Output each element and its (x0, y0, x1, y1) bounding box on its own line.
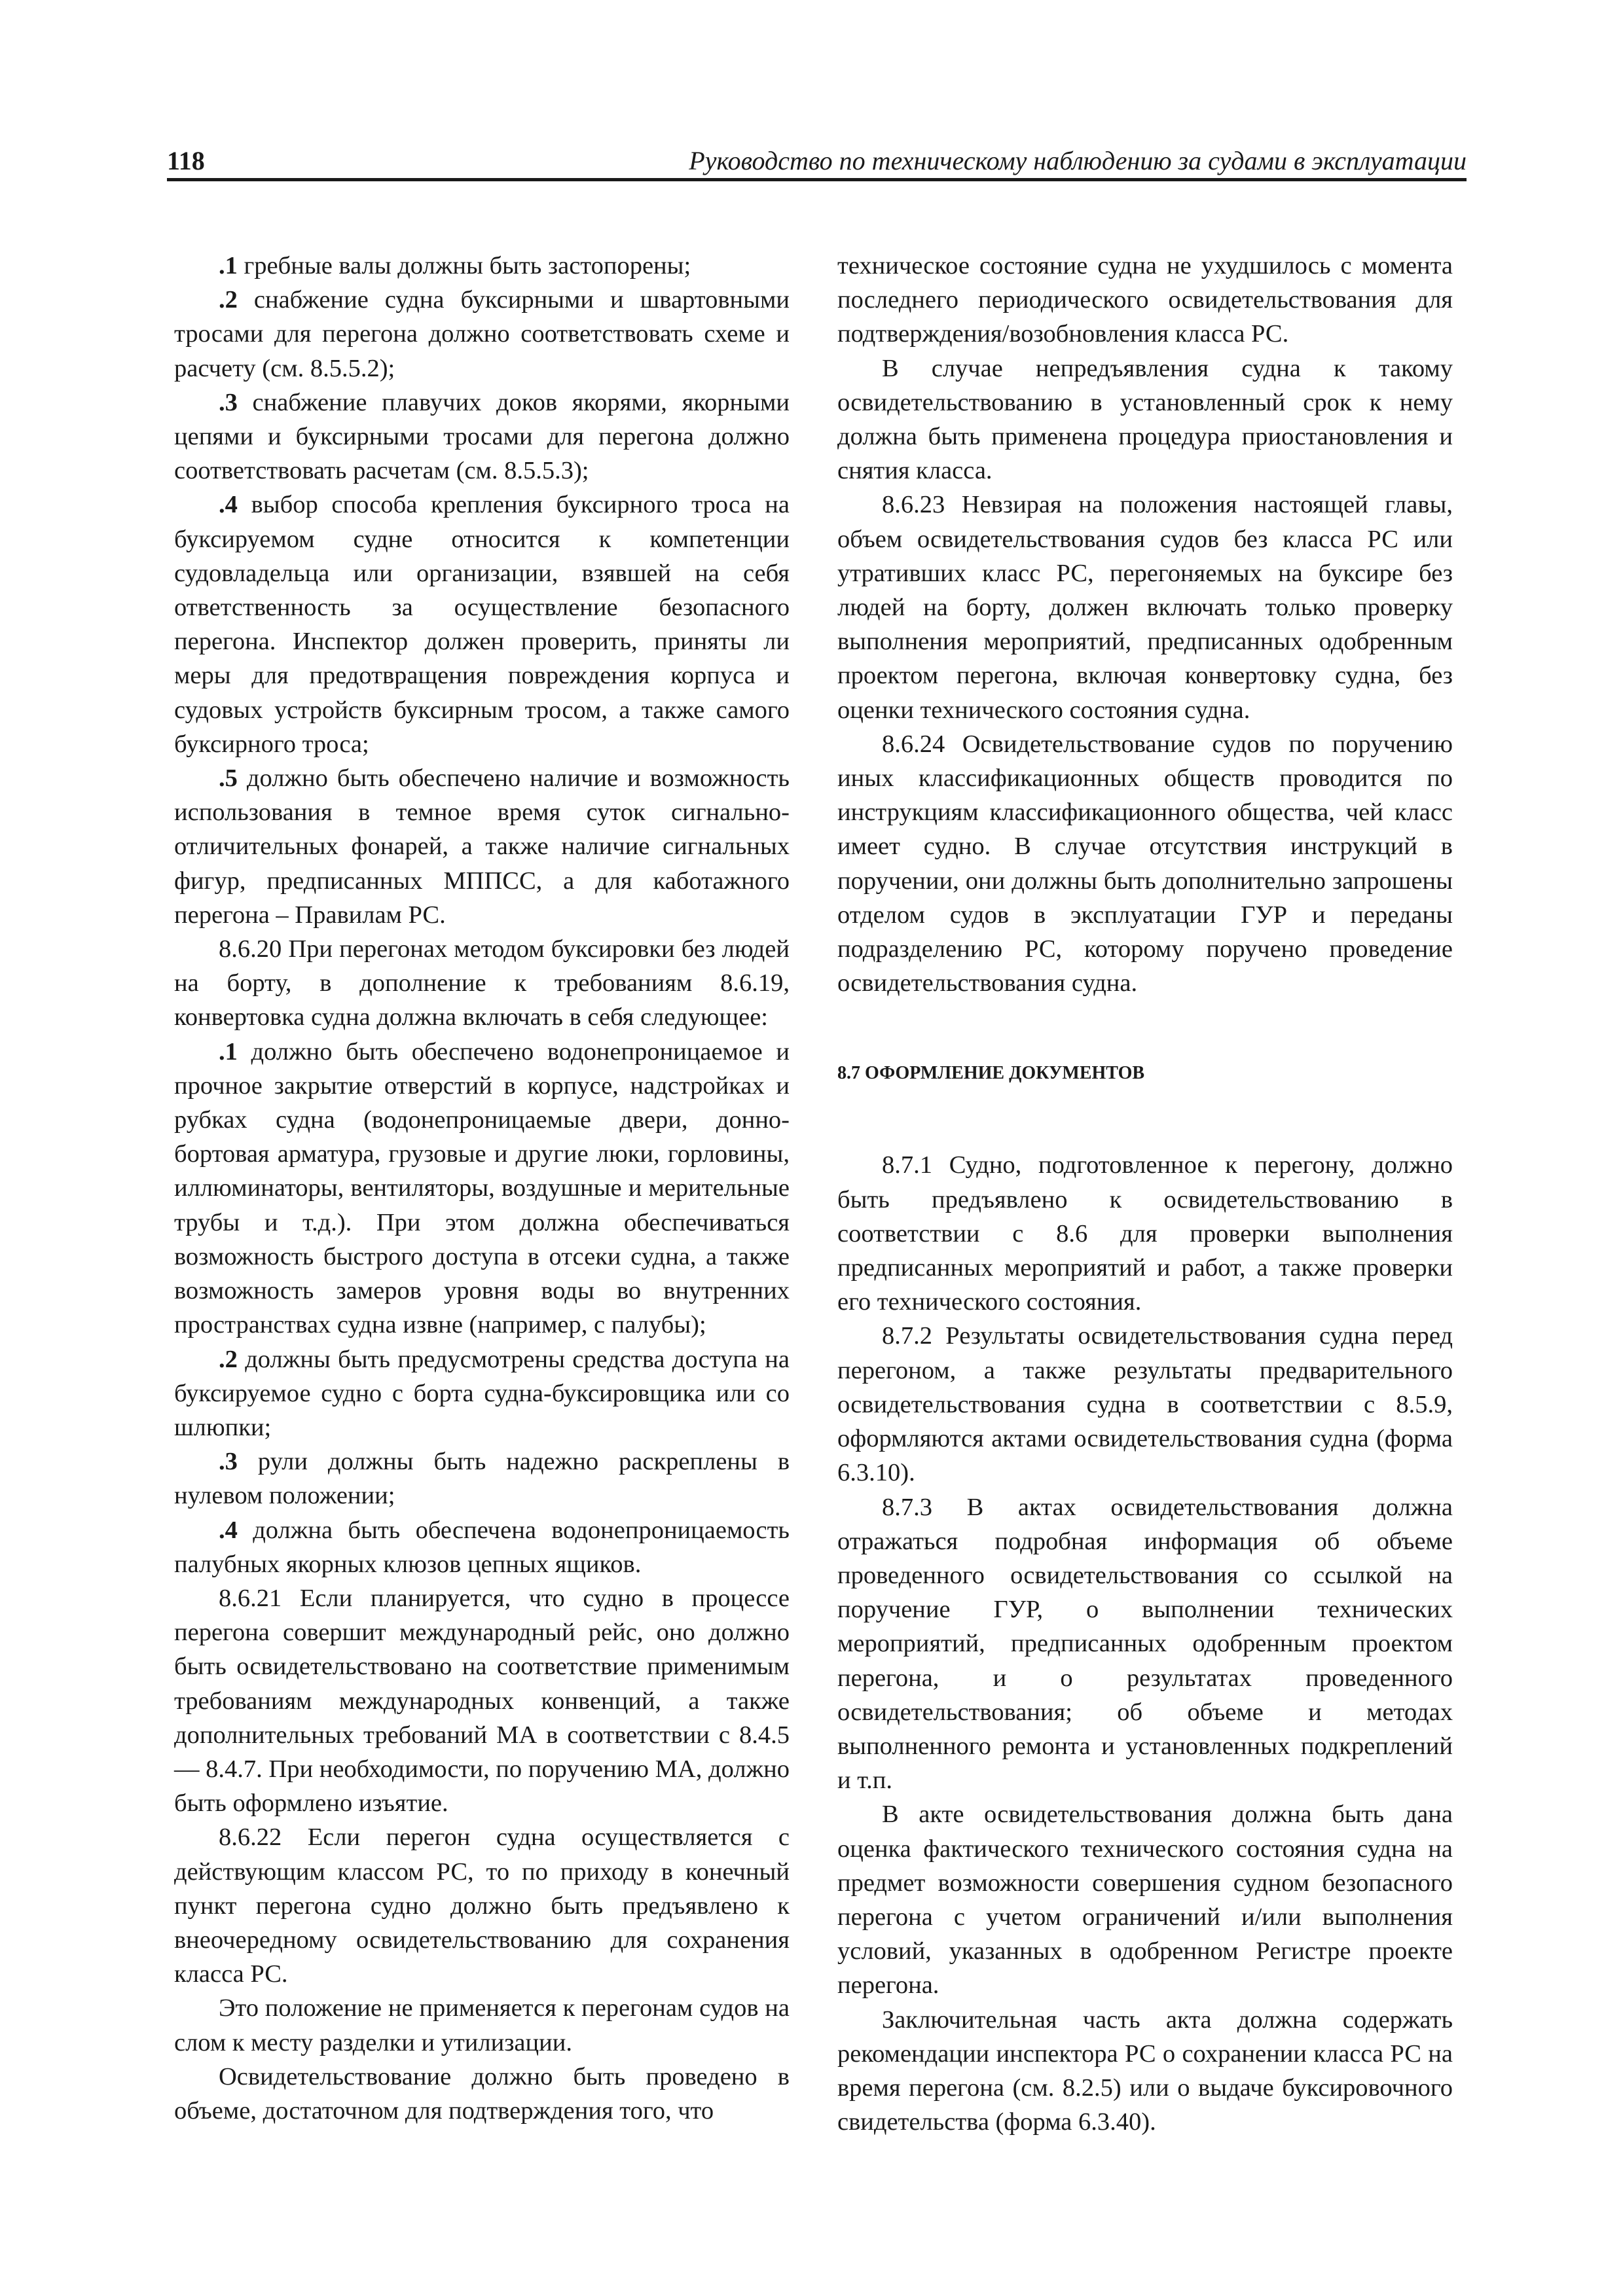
paragraph: Заключительная часть акта должна содержать рекомендации инспектора РС о сохранении класса РС на время перегона (см. 8.2.5) или о выдаче буксировочного свидетельства (форма 6.3.40). (837, 2005, 1453, 2136)
paragraph: .1 гребные валы должны быть застопорены; (219, 252, 691, 279)
paragraph: 8.6.20 При перегонах методом буксировки без людей на борту, в дополнение к требованиям 8.6.19, конвертовка судна должна включать в себя следующее: (174, 935, 790, 1031)
paragraph: 8.6.21 Если планируется, что судно в процессе перегона совершит международный рейс, оно должно быть освидетельствовано на соответствие применимым требованиям международных конвенций, а также дополнительных требований МА в соответствии с 8.4.5 — 8.4.7. При необходимости, по поручению МА, должно быть оформлено изъятие. (174, 1584, 790, 1818)
paragraph: 8.6.24 Освидетельствование судов по поручению иных классификационных обществ проводится по инструкциям классификационного общества, чей класс имеет судно. В случае отсутствия инструкций в поручении, они должны быть дополнительно запрошены отделом судов в эксплуатации ГУР и переданы подразделению РС, которому поручено проведение освидетельствования судна. (837, 730, 1453, 997)
right-column (837, 249, 1453, 2139)
paragraph: В акте освидетельствования должна быть дана оценка фактического технического состояния судна на предмет возможности совершения судном безопасного перегона с учетом ограничений и/или выполнения условий, указанных в одобренном Регистре проекте перегона. (837, 1801, 1453, 2000)
paragraph: 8.7.3 В актах освидетельствования должна отражаться подробная информация об объеме проведенного освидетельствования со ссылкой на поручение ГУР, о выполнении технических мероприятий, предписанных одобренным проектом перегона, и о результатах проведенного освидетельствования; об объеме и методах выполненного ремонта и установленных подкреплений и т.п. (837, 1493, 1453, 1795)
paragraph: техническое состояние судна не ухудшилось с момента последнего периодического освидетельствования для подтверждения/возобновления класса РС. (837, 252, 1453, 348)
paragraph: Освидетельствование должно быть проведено в объеме, достаточном для подтверждения того, что (174, 2062, 790, 2125)
paragraph: .1 должно быть обеспечено водонепроницаемое и прочное закрытие отверстий в корпусе, надстройках и рубках судна (водонепроницаемые двери, донно-бортовая арматура, грузовые и другие люки, горловины, иллюминаторы, вентиляторы, воздушные и мерительные трубы и т.д.). При этом должна обеспечиваться возможность быстрого доступа в отсеки судна, а также возможность замеров уровня воды во внутренних пространствах судна извне (например, с палубы); (174, 1037, 790, 1339)
paragraph: 8.7.1 Судно, подготовленное к перегону, должно быть предъявлено к освидетельствованию в соответствии с 8.6 для проверки выполнения предписанных мероприятий и работ, а также проверки его технического состояния. (837, 1151, 1453, 1316)
paragraph: .5 должно быть обеспечено наличие и возможность использования в темное время суток сигнально-отличительных фонарей, а также наличие сигнальных фигур, предписанных МППСС, а для каботажного перегона – Правилам РС. (174, 764, 790, 929)
page-number: 118 (167, 146, 205, 175)
paragraph: .4 должна быть обеспечена водонепроницаемость палубных якорных клюзов цепных ящиков. (174, 1516, 790, 1578)
section-heading: 8.7 ОФОРМЛЕНИЕ ДОКУМЕНТОВ (837, 1063, 1145, 1084)
paragraph: .3 снабжение плавучих доков якорями, якорными цепями и буксирными тросами для перегона должно соответствовать расчетам (см. 8.5.5.3); (174, 388, 790, 485)
paragraph: .2 должны быть предусмотрены средства доступа на буксируемое судно с борта судна-буксировщика или со шлюпки; (174, 1345, 790, 1441)
paragraph: .4 выбор способа крепления буксирного троса на буксируемом судне относится к компетенции судовладельца или организации, взявшей на себя ответственность за осуществление безопасного перегона. Инспектор должен проверить, приняты ли меры для предотвращения повреждения корпуса и судовых устройств буксирным тросом, а также самого буксирного троса; (174, 491, 790, 758)
left-column (174, 249, 790, 2128)
page-header (167, 145, 1467, 181)
paragraph: Это положение не применяется к перегонам судов на слом к месту разделки и утилизации. (174, 1994, 790, 2056)
paragraph: 8.6.23 Невзирая на положения настоящей главы, объем освидетельствования судов без класса РС или утративших класс РС, перегоняемых на буксире без людей на борту, должен включать только проверку выполнения мероприятий, предписанных одобренным проектом перегона, включая конвертовку судна, без оценки технического состояния судна. (837, 491, 1453, 724)
paragraph: .2 снабжение судна буксирными и швартовными тросами для перегона должно соответствовать схеме и расчету (см. 8.5.5.2); (174, 286, 790, 382)
paragraph: 8.6.22 Если перегон судна осуществляется с действующим классом РС, то по приходу в конечный пункт перегона судно должно быть предъявлено к внеочередному освидетельствованию для сохранения класса РС. (174, 1823, 790, 1988)
paragraph: 8.7.2 Результаты освидетельствования судна перед перегоном, а также результаты предварительного освидетельствования судна в соответствии с 8.5.9, оформляются актами освидетельствования судна (форма 6.3.10). (837, 1322, 1453, 1487)
running-title: Руководство по техническому наблюдению за судами в эксплуатации (689, 146, 1467, 175)
paragraph: .3 рули должны быть надежно раскреплены в нулевом положении; (174, 1448, 790, 1510)
paragraph: В случае непредъявления судна к такому освидетельствованию в установленный срок к нему должна быть применена процедура приостановления и снятия класса. (837, 354, 1453, 485)
